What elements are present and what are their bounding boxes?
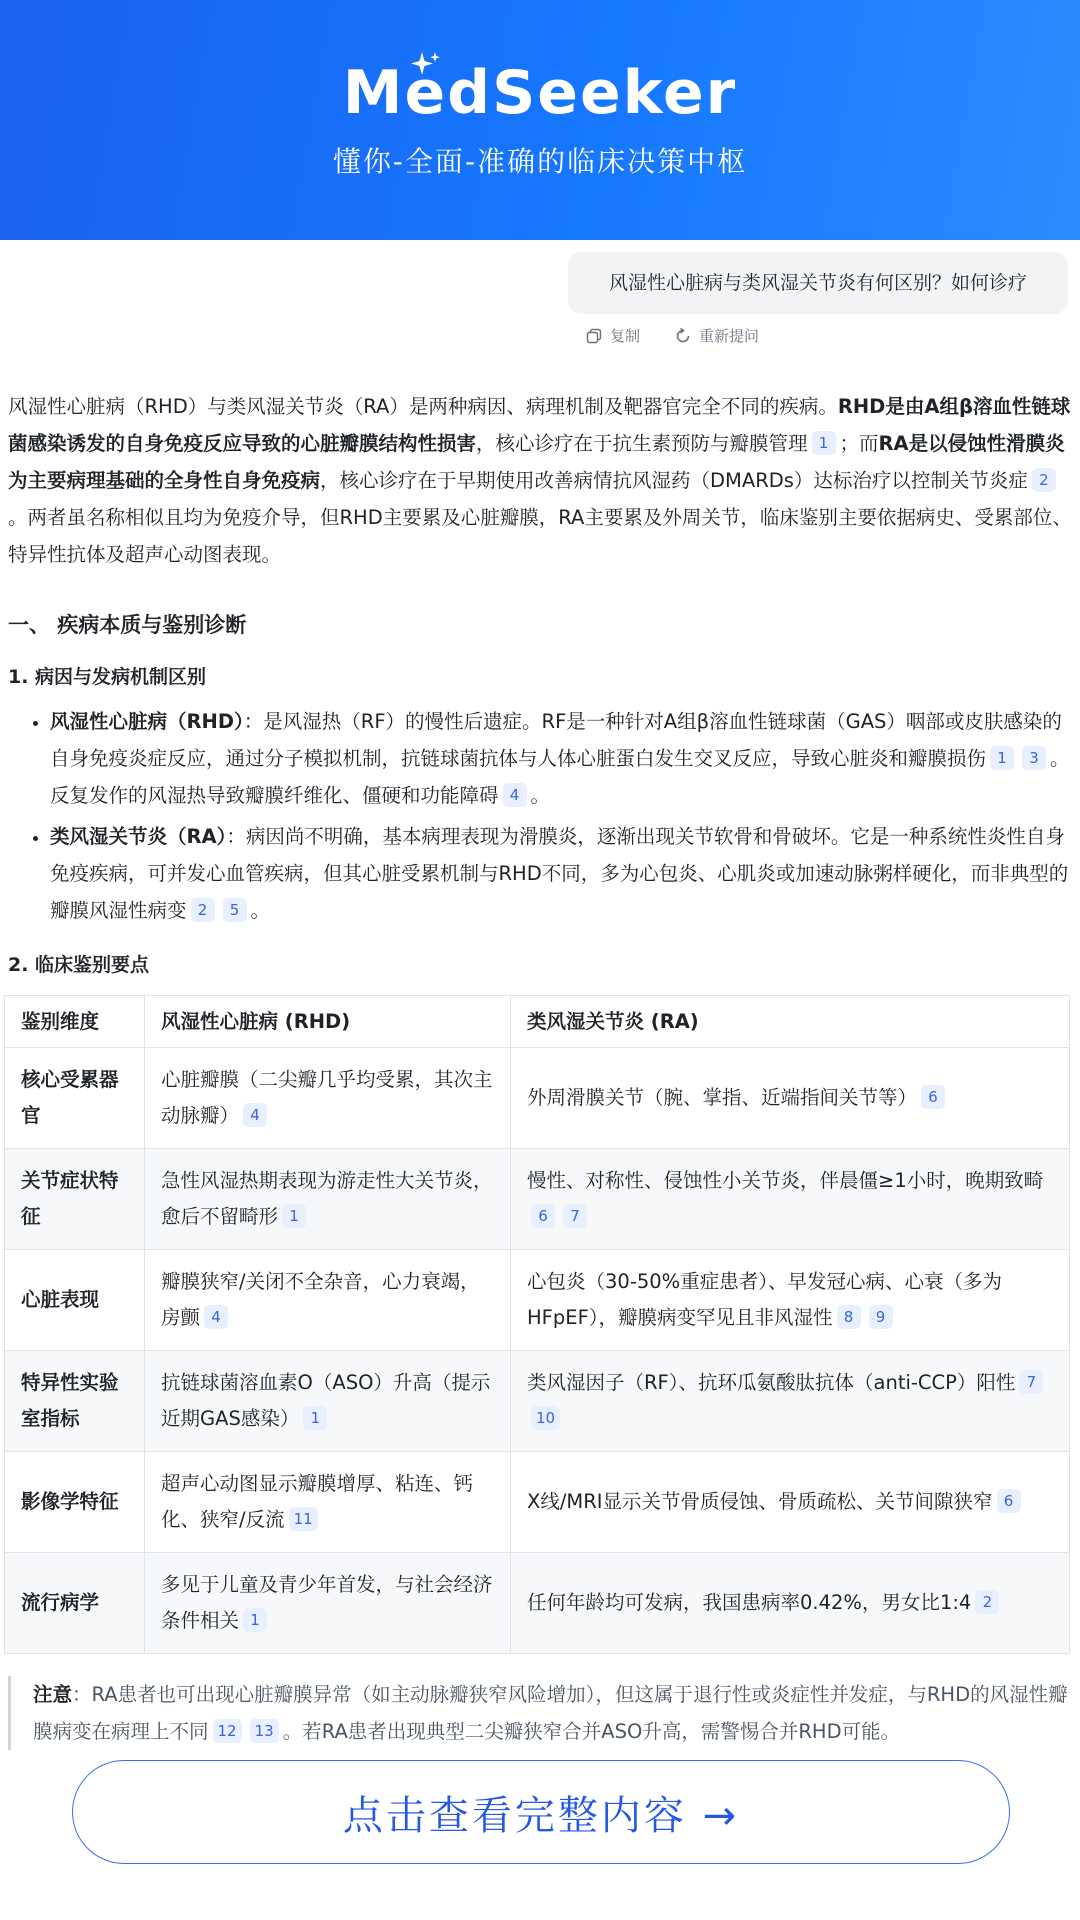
intro-text-2: ，核心诊疗在于抗生素预防与瓣膜管理 [476, 432, 808, 455]
intro-paragraph [8, 388, 1072, 573]
list-item-text: ：是风湿热（RF）的慢性后遗症。RF是一种针对A组β溶血性链球菌（GAS）咽部或皮肤感染的自身免疫炎症反应，通过分子模拟机制，抗链球菌抗体与人体心脏蛋白发生交叉反应，导致心脏炎和瓣膜损伤 [50, 710, 1062, 770]
citation-badge[interactable]: 10 [531, 1406, 560, 1430]
table-cell-ra [511, 1452, 1070, 1553]
note-text: ：RA患者也可出现心脏瓣膜异常（如主动脉瓣狭窄风险增加），但这属于退行性或炎症性并发症，与RHD的风湿性瓣膜病变在病理上不同 [33, 1683, 1068, 1743]
list-item-text: 。 [250, 899, 271, 922]
copy-label: 复制 [610, 327, 641, 345]
table-cell-ra [511, 1553, 1070, 1654]
citation-badge[interactable]: 1 [282, 1204, 306, 1228]
citation-badge[interactable]: 11 [289, 1507, 318, 1531]
copy-button[interactable] [585, 325, 640, 346]
table-cell-rhd [145, 1149, 511, 1250]
intro-bold-1: RHD是由A组β溶血性链球菌感染诱发的自身免疫反应导致的心脏瓣膜结构性损害 [8, 395, 1071, 455]
intro-bold-2: RA是以侵蚀性滑膜炎为主要病理基础的全身性自身免疫病 [8, 432, 1065, 492]
citation-badge[interactable]: 1 [243, 1608, 267, 1632]
cell-text: X线/MRI显示关节骨质侵蚀、骨质疏松、关节间隙狭窄 [527, 1490, 993, 1513]
table-cell-rhd [145, 1553, 511, 1654]
subsection-heading: 1. 病因与发病机制区别 [8, 666, 207, 688]
citation-badge[interactable]: 1 [303, 1406, 327, 1430]
table-row [5, 1553, 1070, 1654]
retry-label: 重新提问 [699, 327, 760, 345]
refresh-icon [674, 327, 692, 345]
table-cell-rhd [145, 1452, 511, 1553]
citation-badge[interactable]: 6 [997, 1489, 1021, 1513]
list-item [50, 703, 1072, 814]
citation-badge[interactable]: 1 [812, 431, 836, 455]
cell-text: 任何年龄均可发病，我国患病率0.42%，男女比1:4 [527, 1591, 972, 1614]
cell-text: 超声心动图显示瓣膜增厚、粘连、钙化、狭窄/反流 [161, 1472, 474, 1531]
table-cell-dimension: 关节症状特征 [5, 1149, 145, 1250]
section-heading: 一、 疾病本质与鉴别诊断 [8, 613, 247, 637]
table-cell-ra [511, 1250, 1070, 1351]
cell-text: 瓣膜狭窄/关闭不全杂音，心力衰竭，房颤 [161, 1270, 480, 1329]
list-item-text: 。反复发作的风湿热导致瓣膜纤维化、僵硬和功能障碍 [50, 747, 1070, 807]
table-cell-rhd [145, 1048, 511, 1149]
cell-text: 类风湿因子（RF）、抗环瓜氨酸肽抗体（anti-CCP）阳性 [527, 1371, 1016, 1394]
table-row [5, 1452, 1070, 1553]
app-header [0, 0, 1080, 240]
citation-badge[interactable]: 2 [975, 1590, 999, 1614]
cell-text: 慢性、对称性、侵蚀性小关节炎，伴晨僵≥1小时，晚期致畸 [527, 1169, 1044, 1192]
citation-badge[interactable]: 4 [204, 1305, 228, 1329]
citation-badge[interactable]: 6 [921, 1085, 945, 1109]
brand-logo: MedSeeker [342, 58, 738, 128]
comparison-table [4, 995, 1070, 1654]
answer-content [8, 388, 1072, 1750]
list-item-label: 类风湿关节炎（RA） [50, 825, 227, 848]
citation-badge[interactable]: 2 [1032, 468, 1056, 492]
cell-text: 心包炎（30-50%重症患者）、早发冠心病、心衰（多为HFpEF），瓣膜病变罕见且非风湿性 [527, 1270, 1002, 1329]
citation-badge[interactable]: 7 [563, 1204, 587, 1228]
citation-badge[interactable]: 12 [213, 1719, 242, 1743]
note-block [8, 1676, 1072, 1750]
citation-badge[interactable]: 1 [990, 746, 1014, 770]
retry-button[interactable] [674, 325, 759, 346]
cell-text: 抗链球菌溶血素O（ASO）升高（提示近期GAS感染） [161, 1371, 491, 1430]
table-header: 类风湿关节炎 (RA) [511, 996, 1070, 1048]
citation-badge[interactable]: 4 [503, 783, 527, 807]
etiology-list [8, 703, 1072, 929]
view-full-content-button[interactable]: 点击查看完整内容 → [72, 1760, 1010, 1864]
table-header-row [5, 996, 1070, 1048]
list-item [50, 818, 1072, 929]
copy-icon [585, 327, 603, 345]
intro-text-1: 风湿性心脏病（RHD）与类风湿关节炎（RA）是两种病因、病理机制及靶器官完全不同的疾病。 [8, 395, 838, 418]
user-question-bubble: 风湿性心脏病与类风湿关节炎有何区别？如何诊疗 [568, 252, 1068, 314]
table-cell-dimension: 流行病学 [5, 1553, 145, 1654]
citation-badge[interactable]: 9 [869, 1305, 893, 1329]
table-header: 风湿性心脏病 (RHD) [145, 996, 511, 1048]
cell-text: 外周滑膜关节（腕、掌指、近端指间关节等） [527, 1086, 918, 1109]
note-text: 。若RA患者出现典型二尖瓣狭窄合并ASO升高，需警惕合并RHD可能。 [282, 1720, 901, 1743]
cell-text: 多见于儿童及青少年首发，与社会经济条件相关 [161, 1573, 493, 1632]
citation-badge[interactable]: 5 [223, 898, 247, 922]
subsection-heading: 2. 临床鉴别要点 [8, 954, 150, 976]
citation-badge[interactable]: 8 [837, 1305, 861, 1329]
table-cell-ra [511, 1048, 1070, 1149]
table-body [5, 1048, 1070, 1654]
table-cell-rhd [145, 1351, 511, 1452]
table-cell-dimension: 心脏表现 [5, 1250, 145, 1351]
note-label: 注意 [33, 1683, 73, 1706]
table-cell-dimension: 特异性实验室指标 [5, 1351, 145, 1452]
table-cell-ra [511, 1351, 1070, 1452]
table-cell-dimension: 影像学特征 [5, 1452, 145, 1553]
citation-badge[interactable]: 13 [250, 1719, 279, 1743]
table-cell-rhd [145, 1250, 511, 1351]
table-cell-dimension: 核心受累器官 [5, 1048, 145, 1149]
citation-badge[interactable]: 4 [243, 1103, 267, 1127]
list-item-text: ：病因尚不明确，基本病理表现为滑膜炎，逐渐出现关节软骨和骨破坏。它是一种系统性炎性自身免疫疾病，可并发心血管疾病，但其心脏受累机制与RHD不同，多为心包炎、心肌炎或加速动脉粥样硬化，而非典型的瓣膜风湿性病变 [50, 825, 1069, 922]
intro-text-4: ，核心诊疗在于早期使用改善病情抗风湿药（DMARDs）达标治疗以控制关节炎症 [320, 469, 1028, 492]
intro-text-5: 。两者虽名称相似且均为免疫介导，但RHD主要累及心脏瓣膜，RA主要累及外周关节，临床鉴别主要依据病史、受累部位、特异性抗体及超声心动图表现。 [8, 506, 1072, 566]
cell-text: 心脏瓣膜（二尖瓣几乎均受累，其次主动脉瓣） [161, 1068, 493, 1127]
table-row [5, 1149, 1070, 1250]
table-row [5, 1250, 1070, 1351]
tagline: 懂你-全面-准确的临床决策中枢 [332, 145, 748, 178]
list-item-text: 。 [530, 784, 551, 807]
citation-badge[interactable]: 2 [191, 898, 215, 922]
citation-badge[interactable]: 3 [1022, 746, 1046, 770]
cell-text: 急性风湿热期表现为游走性大关节炎，愈后不留畸形 [161, 1169, 493, 1228]
list-item-label: 风湿性心脏病（RHD） [50, 710, 244, 733]
citation-badge[interactable]: 6 [531, 1204, 555, 1228]
intro-text-3: ；而 [839, 432, 879, 455]
question-actions [585, 325, 759, 346]
table-row [5, 1048, 1070, 1149]
table-row [5, 1351, 1070, 1452]
table-cell-ra [511, 1149, 1070, 1250]
citation-badge[interactable]: 7 [1019, 1370, 1043, 1394]
table-header: 鉴别维度 [5, 996, 145, 1048]
